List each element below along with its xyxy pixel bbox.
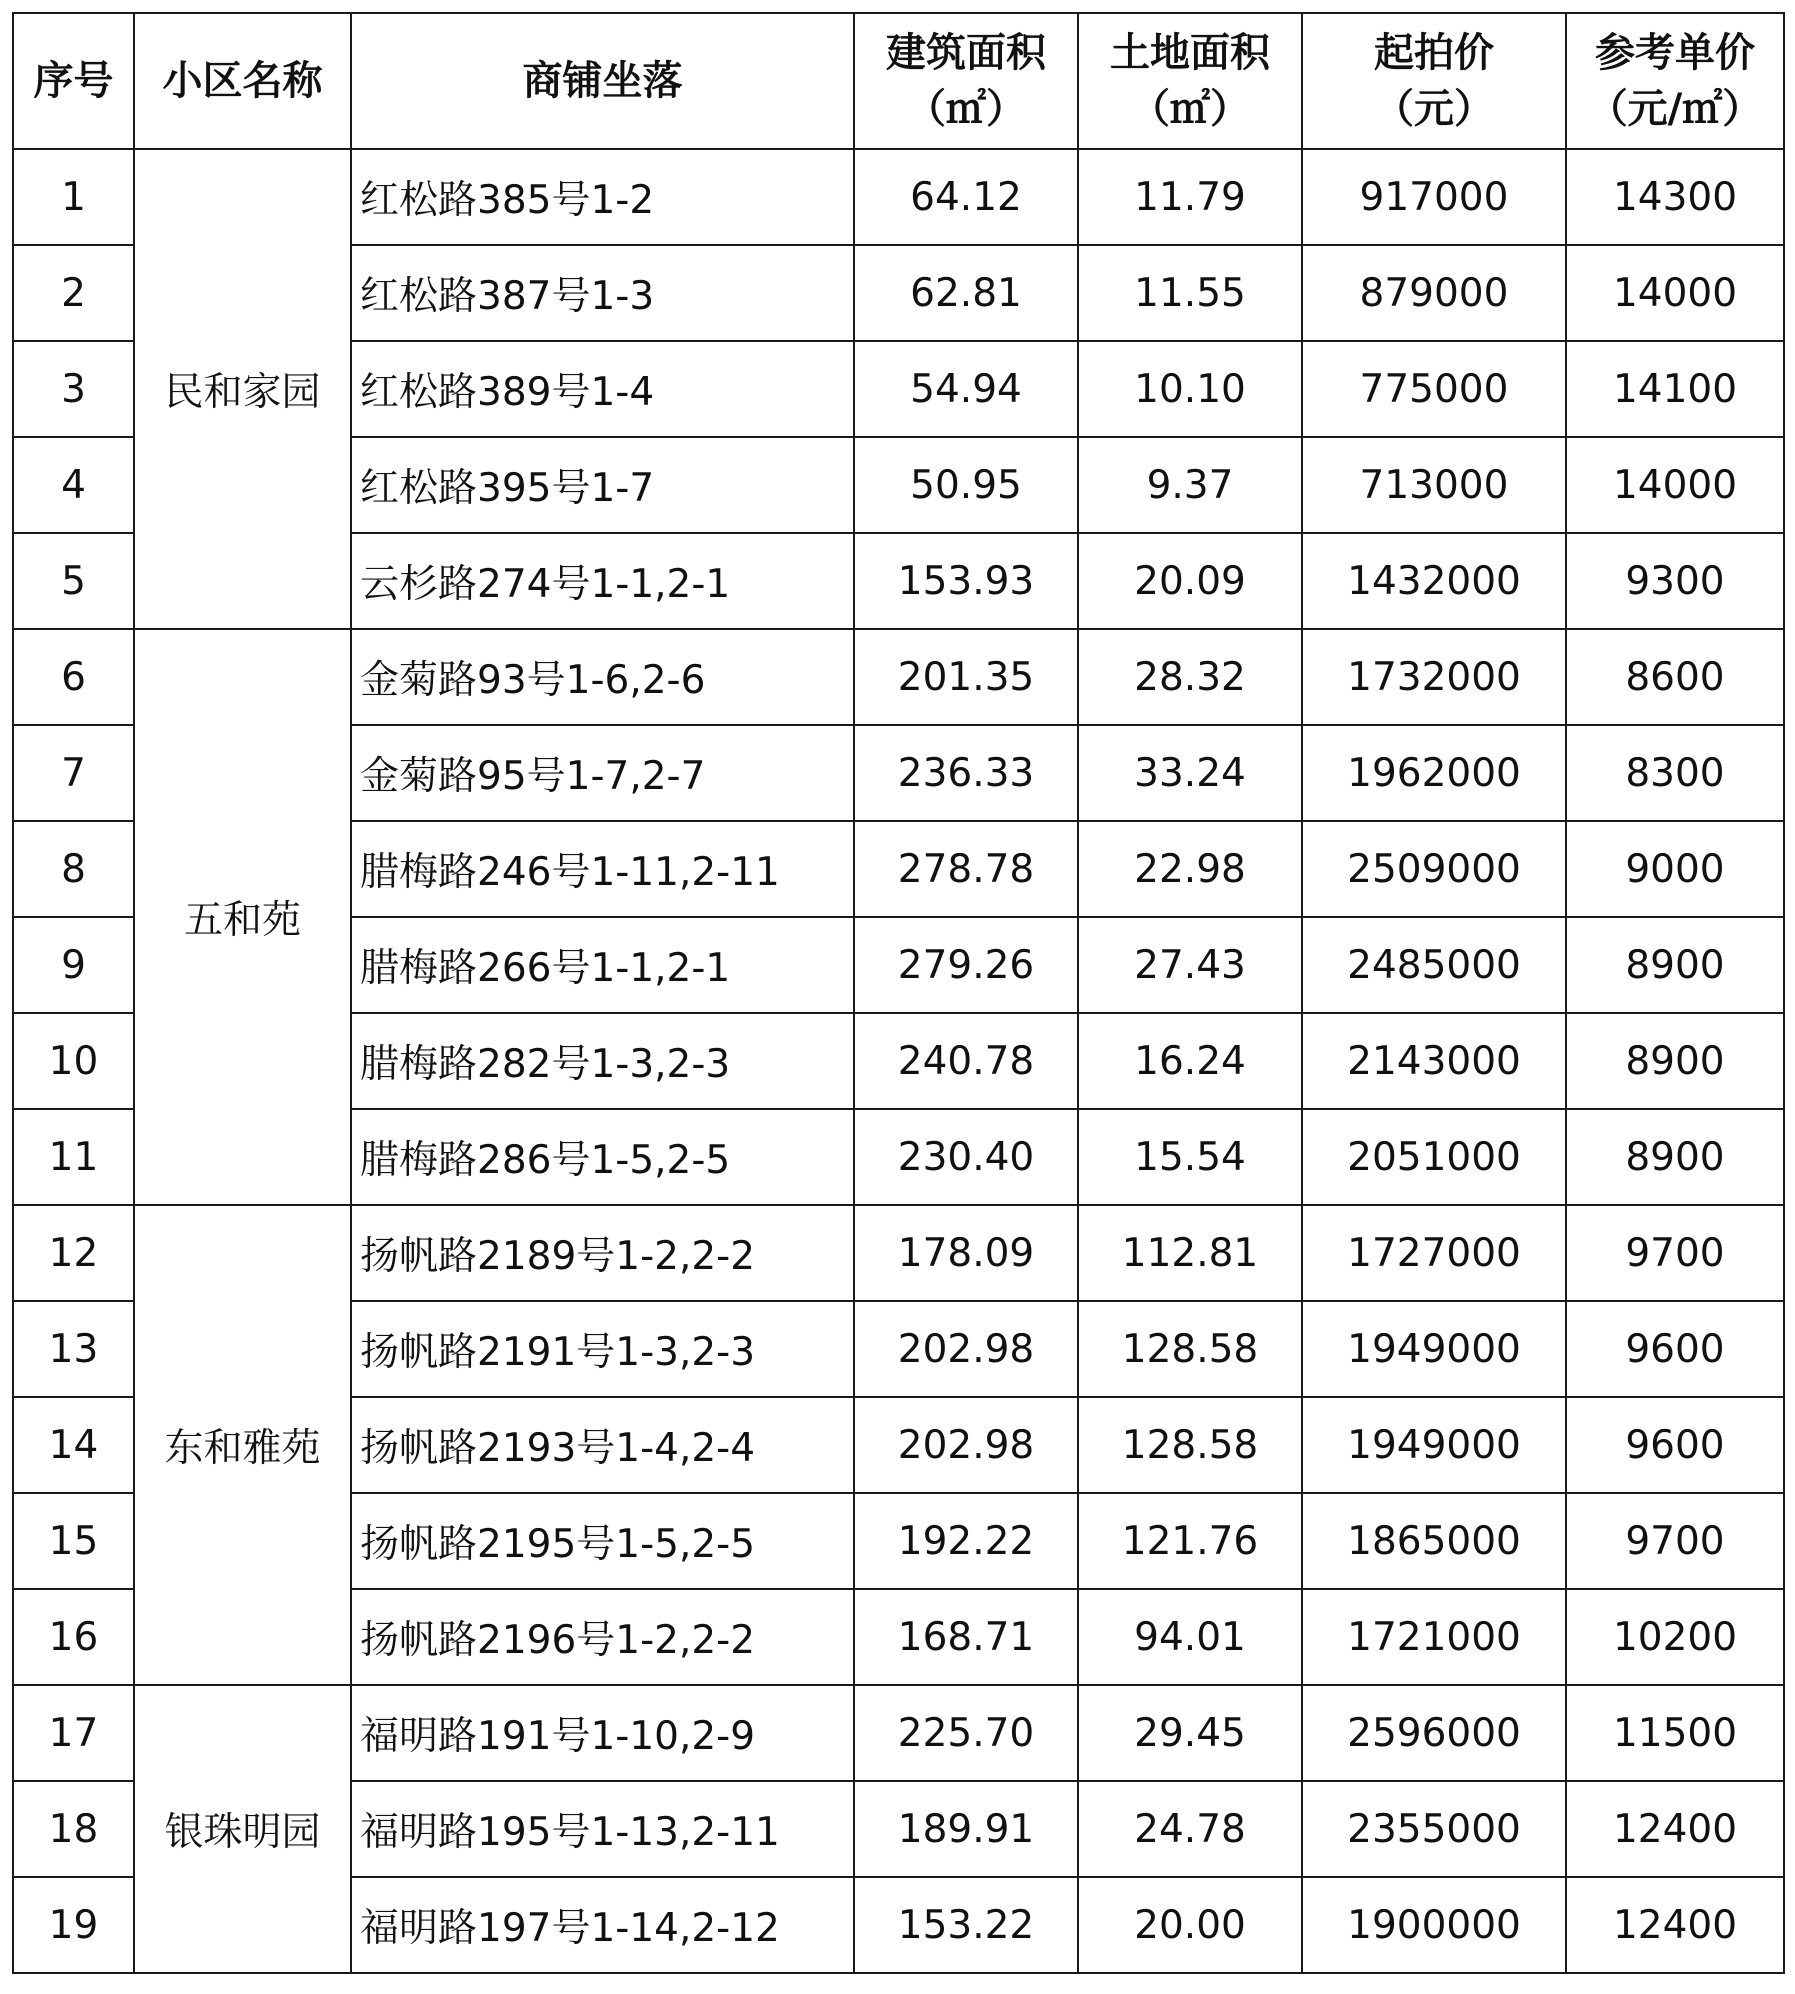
header-land-area-unit: （㎡）	[1130, 86, 1250, 132]
cell-start-price: 775000	[1302, 341, 1566, 437]
cell-address: 云杉路274号1-1,2-1	[351, 533, 854, 629]
cell-building-area: 192.22	[854, 1493, 1078, 1589]
cell-seq: 14	[13, 1397, 134, 1493]
cell-building-area: 54.94	[854, 341, 1078, 437]
cell-address: 金菊路95号1-7,2-7	[351, 725, 854, 821]
cell-land-area: 33.24	[1078, 725, 1302, 821]
cell-seq: 7	[13, 725, 134, 821]
header-start-price	[1302, 13, 1566, 149]
cell-building-area: 230.40	[854, 1109, 1078, 1205]
cell-start-price: 879000	[1302, 245, 1566, 341]
cell-unit-price: 9700	[1566, 1205, 1784, 1301]
table-header	[13, 13, 1784, 149]
cell-building-area: 64.12	[854, 149, 1078, 245]
cell-building-area: 279.26	[854, 917, 1078, 1013]
cell-unit-price: 8300	[1566, 725, 1784, 821]
cell-seq: 19	[13, 1877, 134, 1973]
cell-address: 扬帆路2191号1-3,2-3	[351, 1301, 854, 1397]
cell-unit-price: 14100	[1566, 341, 1784, 437]
cell-land-area: 28.32	[1078, 629, 1302, 725]
header-start-price-unit: （元）	[1374, 86, 1494, 132]
header-row	[13, 13, 1784, 149]
cell-seq: 11	[13, 1109, 134, 1205]
cell-seq: 17	[13, 1685, 134, 1781]
cell-land-area: 112.81	[1078, 1205, 1302, 1301]
cell-address: 腊梅路282号1-3,2-3	[351, 1013, 854, 1109]
cell-address: 腊梅路246号1-11,2-11	[351, 821, 854, 917]
cell-seq: 5	[13, 533, 134, 629]
cell-address: 红松路387号1-3	[351, 245, 854, 341]
cell-building-area: 189.91	[854, 1781, 1078, 1877]
header-land-area-label: 土地面积	[1110, 30, 1270, 76]
cell-start-price: 1900000	[1302, 1877, 1566, 1973]
cell-building-area: 178.09	[854, 1205, 1078, 1301]
cell-seq: 6	[13, 629, 134, 725]
cell-unit-price: 9000	[1566, 821, 1784, 917]
cell-land-area: 27.43	[1078, 917, 1302, 1013]
cell-address: 金菊路93号1-6,2-6	[351, 629, 854, 725]
header-address: 商铺坐落	[351, 13, 854, 149]
cell-address: 福明路195号1-13,2-11	[351, 1781, 854, 1877]
cell-seq: 18	[13, 1781, 134, 1877]
cell-start-price: 2051000	[1302, 1109, 1566, 1205]
cell-unit-price: 8600	[1566, 629, 1784, 725]
cell-building-area: 278.78	[854, 821, 1078, 917]
table-row	[13, 149, 1784, 245]
cell-start-price: 2596000	[1302, 1685, 1566, 1781]
cell-address: 扬帆路2189号1-2,2-2	[351, 1205, 854, 1301]
cell-address: 福明路191号1-10,2-9	[351, 1685, 854, 1781]
cell-start-price: 1727000	[1302, 1205, 1566, 1301]
header-start-price-label: 起拍价	[1374, 30, 1494, 76]
cell-community: 五和苑	[134, 629, 351, 1205]
cell-land-area: 128.58	[1078, 1301, 1302, 1397]
cell-address: 红松路385号1-2	[351, 149, 854, 245]
cell-building-area: 153.93	[854, 533, 1078, 629]
cell-seq: 2	[13, 245, 134, 341]
cell-building-area: 225.70	[854, 1685, 1078, 1781]
cell-unit-price: 11500	[1566, 1685, 1784, 1781]
header-unit-price	[1566, 13, 1784, 149]
cell-building-area: 201.35	[854, 629, 1078, 725]
cell-seq: 1	[13, 149, 134, 245]
cell-building-area: 236.33	[854, 725, 1078, 821]
cell-start-price: 917000	[1302, 149, 1566, 245]
cell-unit-price: 12400	[1566, 1877, 1784, 1973]
cell-unit-price: 8900	[1566, 1013, 1784, 1109]
cell-building-area: 202.98	[854, 1397, 1078, 1493]
cell-address: 扬帆路2193号1-4,2-4	[351, 1397, 854, 1493]
shop-auction-table	[12, 12, 1785, 1974]
cell-address: 扬帆路2195号1-5,2-5	[351, 1493, 854, 1589]
cell-unit-price: 12400	[1566, 1781, 1784, 1877]
cell-start-price: 1732000	[1302, 629, 1566, 725]
cell-start-price: 2509000	[1302, 821, 1566, 917]
cell-unit-price: 9300	[1566, 533, 1784, 629]
table-row	[13, 1205, 1784, 1301]
cell-land-area: 24.78	[1078, 1781, 1302, 1877]
cell-start-price: 1949000	[1302, 1397, 1566, 1493]
cell-land-area: 20.09	[1078, 533, 1302, 629]
cell-land-area: 94.01	[1078, 1589, 1302, 1685]
header-seq: 序号	[13, 13, 134, 149]
header-unit-price-label: 参考单价	[1595, 30, 1755, 76]
cell-land-area: 15.54	[1078, 1109, 1302, 1205]
cell-start-price: 1962000	[1302, 725, 1566, 821]
cell-unit-price: 10200	[1566, 1589, 1784, 1685]
cell-land-area: 20.00	[1078, 1877, 1302, 1973]
header-building-area	[854, 13, 1078, 149]
cell-seq: 8	[13, 821, 134, 917]
cell-building-area: 50.95	[854, 437, 1078, 533]
cell-land-area: 128.58	[1078, 1397, 1302, 1493]
cell-seq: 10	[13, 1013, 134, 1109]
cell-start-price: 2485000	[1302, 917, 1566, 1013]
cell-unit-price: 9600	[1566, 1301, 1784, 1397]
header-building-area-label: 建筑面积	[886, 30, 1046, 76]
cell-start-price: 713000	[1302, 437, 1566, 533]
header-unit-price-unit: （元/㎡）	[1587, 86, 1763, 132]
cell-community: 银珠明园	[134, 1685, 351, 1973]
cell-land-area: 16.24	[1078, 1013, 1302, 1109]
header-land-area	[1078, 13, 1302, 149]
cell-seq: 4	[13, 437, 134, 533]
cell-land-area: 11.79	[1078, 149, 1302, 245]
cell-seq: 13	[13, 1301, 134, 1397]
cell-community: 东和雅苑	[134, 1205, 351, 1685]
cell-land-area: 10.10	[1078, 341, 1302, 437]
cell-unit-price: 14000	[1566, 437, 1784, 533]
table-row	[13, 629, 1784, 725]
cell-address: 扬帆路2196号1-2,2-2	[351, 1589, 854, 1685]
cell-address: 腊梅路286号1-5,2-5	[351, 1109, 854, 1205]
header-building-area-unit: （㎡）	[906, 86, 1026, 132]
cell-building-area: 168.71	[854, 1589, 1078, 1685]
cell-unit-price: 8900	[1566, 917, 1784, 1013]
cell-unit-price: 8900	[1566, 1109, 1784, 1205]
cell-building-area: 62.81	[854, 245, 1078, 341]
cell-unit-price: 14000	[1566, 245, 1784, 341]
cell-unit-price: 14300	[1566, 149, 1784, 245]
cell-seq: 9	[13, 917, 134, 1013]
cell-seq: 3	[13, 341, 134, 437]
cell-seq: 16	[13, 1589, 134, 1685]
cell-address: 腊梅路266号1-1,2-1	[351, 917, 854, 1013]
cell-unit-price: 9600	[1566, 1397, 1784, 1493]
cell-seq: 12	[13, 1205, 134, 1301]
cell-building-area: 153.22	[854, 1877, 1078, 1973]
cell-start-price: 2355000	[1302, 1781, 1566, 1877]
cell-land-area: 121.76	[1078, 1493, 1302, 1589]
table-row	[13, 1685, 1784, 1781]
cell-building-area: 202.98	[854, 1301, 1078, 1397]
cell-building-area: 240.78	[854, 1013, 1078, 1109]
cell-address: 福明路197号1-14,2-12	[351, 1877, 854, 1973]
cell-land-area: 11.55	[1078, 245, 1302, 341]
cell-land-area: 22.98	[1078, 821, 1302, 917]
cell-address: 红松路395号1-7	[351, 437, 854, 533]
cell-start-price: 2143000	[1302, 1013, 1566, 1109]
cell-community: 民和家园	[134, 149, 351, 629]
cell-land-area: 9.37	[1078, 437, 1302, 533]
cell-unit-price: 9700	[1566, 1493, 1784, 1589]
table-body	[13, 149, 1784, 1973]
cell-seq: 15	[13, 1493, 134, 1589]
cell-start-price: 1432000	[1302, 533, 1566, 629]
header-community: 小区名称	[134, 13, 351, 149]
cell-address: 红松路389号1-4	[351, 341, 854, 437]
cell-start-price: 1949000	[1302, 1301, 1566, 1397]
cell-start-price: 1865000	[1302, 1493, 1566, 1589]
cell-start-price: 1721000	[1302, 1589, 1566, 1685]
cell-land-area: 29.45	[1078, 1685, 1302, 1781]
